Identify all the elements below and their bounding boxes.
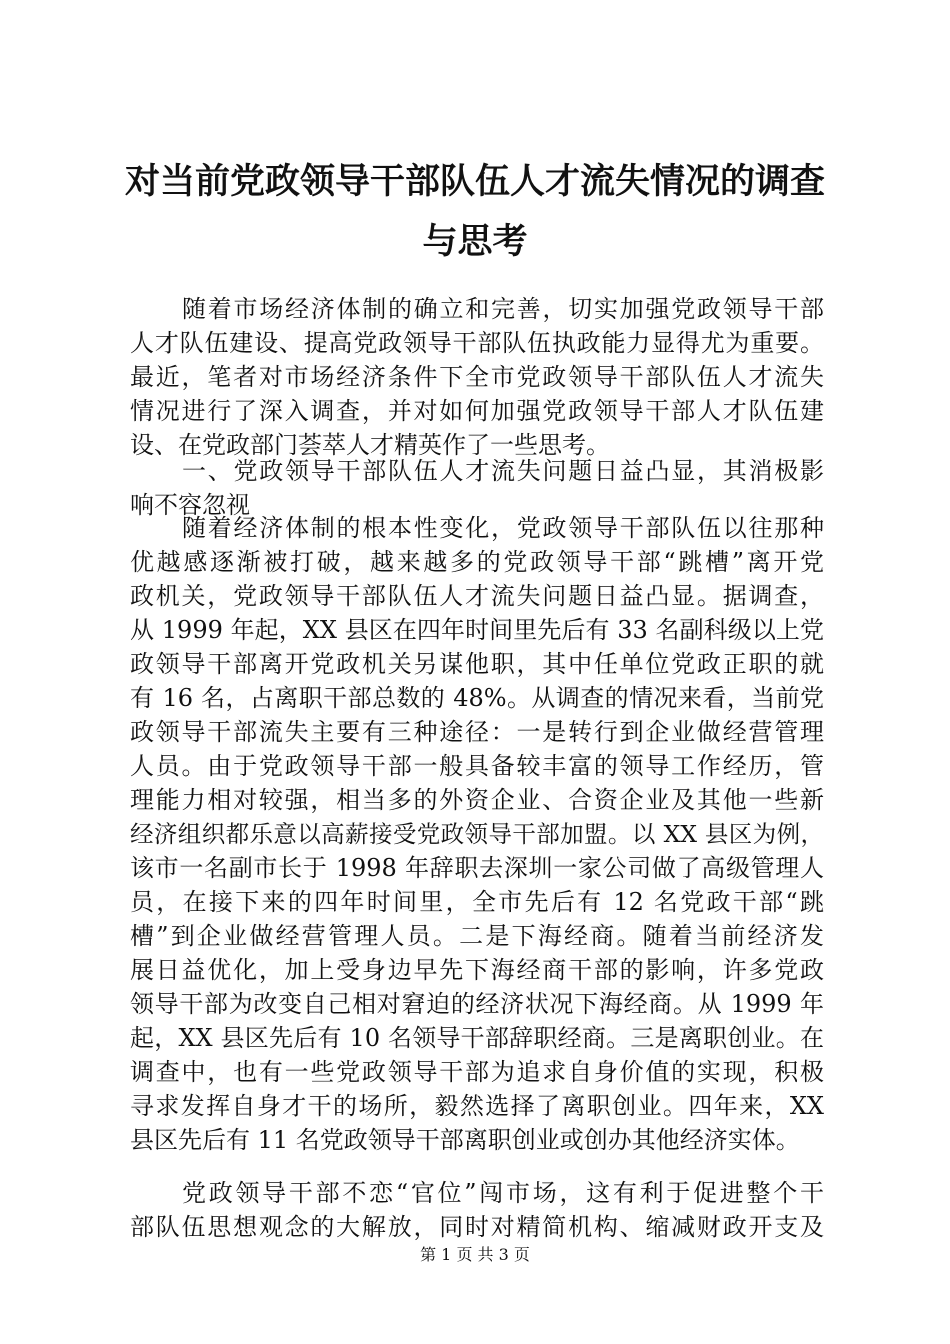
- document-title-line-2: 与思考: [422, 221, 528, 262]
- paragraph-line: 党政领导干部不恋“官位”闯市场，这有利于促进整个干: [182, 1179, 824, 1207]
- section-heading-line: 一、党政领导干部队伍人才流失问题日益凸显，其消极影: [182, 457, 824, 485]
- paragraph-line: 经济组织都乐意以高薪接受党政领导干部加盟。以 XX 县区为例，: [130, 820, 824, 848]
- paragraph-line: 该市一名副市长于 1998 年辞职去深圳一家公司做了高级管理人: [130, 854, 824, 882]
- section-heading-line: 响不容忽视: [130, 491, 250, 519]
- paragraph-line: 政领导干部离开党政机关另谋他职，其中任单位党政正职的就: [130, 650, 824, 678]
- paragraph-line: 优越感逐渐被打破，越来越多的党政领导干部“跳槽”离开党: [130, 548, 824, 576]
- paragraph-line: 情况进行了深入调查，并对如何加强党政领导干部人才队伍建: [130, 397, 824, 425]
- paragraph-line: 随着经济体制的根本性变化，党政领导干部队伍以往那种: [182, 514, 824, 542]
- page-number-footer: 第 1 页 共 3 页: [420, 1245, 530, 1264]
- paragraph-line: 政机关，党政领导干部队伍人才流失问题日益凸显。据调查，: [130, 582, 824, 610]
- paragraph-line: 部队伍思想观念的大解放，同时对精简机构、缩减财政开支及: [130, 1213, 824, 1241]
- paragraph-line: 理能力相对较强，相当多的外资企业、合资企业及其他一些新: [130, 786, 824, 814]
- paragraph-line: 展日益优化，加上受身边早先下海经商干部的影响，许多党政: [130, 956, 824, 984]
- paragraph-line: 槽”到企业做经营管理人员。二是下海经商。随着当前经济发: [130, 922, 824, 950]
- paragraph-line: 调查中，也有一些党政领导干部为追求自身价值的实现，积极: [130, 1058, 824, 1086]
- paragraph-line: 员，在接下来的四年时间里，全市先后有 12 名党政干部“跳: [130, 888, 824, 916]
- paragraph-line: 最近，笔者对市场经济条件下全市党政领导干部队伍人才流失: [130, 363, 824, 391]
- document-title-line-1: 对当前党政领导干部队伍人才流失情况的调查: [124, 161, 825, 202]
- paragraph-line: 政领导干部流失主要有三种途径：一是转行到企业做经营管理: [130, 718, 824, 746]
- paragraph-line: 领导干部为改变自己相对窘迫的经济状况下海经商。从 1999 年: [130, 990, 824, 1018]
- paragraph-line: 从 1999 年起，XX 县区在四年时间里先后有 33 名副科级以上党: [130, 616, 824, 644]
- paragraph-line: 寻求发挥自身才干的场所，毅然选择了离职创业。四年来，XX: [130, 1092, 824, 1120]
- paragraph-line: 设、在党政部门荟萃人才精英作了一些思考。: [130, 431, 610, 459]
- paragraph-line: 随着市场经济体制的确立和完善，切实加强党政领导干部: [182, 295, 824, 323]
- paragraph-line: 县区先后有 11 名党政领导干部离职创业或创办其他经济实体。: [130, 1126, 800, 1154]
- paragraph-line: 起，XX 县区先后有 10 名领导干部辞职经商。三是离职创业。在: [130, 1024, 824, 1052]
- paragraph-line: 有 16 名，占离职干部总数的 48%。从调查的情况来看，当前党: [130, 684, 824, 712]
- paragraph-line: 人员。由于党政领导干部一般具备较丰富的领导工作经历，管: [130, 752, 824, 780]
- paragraph-line: 人才队伍建设、提高党政领导干部队伍执政能力显得尤为重要。: [130, 329, 824, 357]
